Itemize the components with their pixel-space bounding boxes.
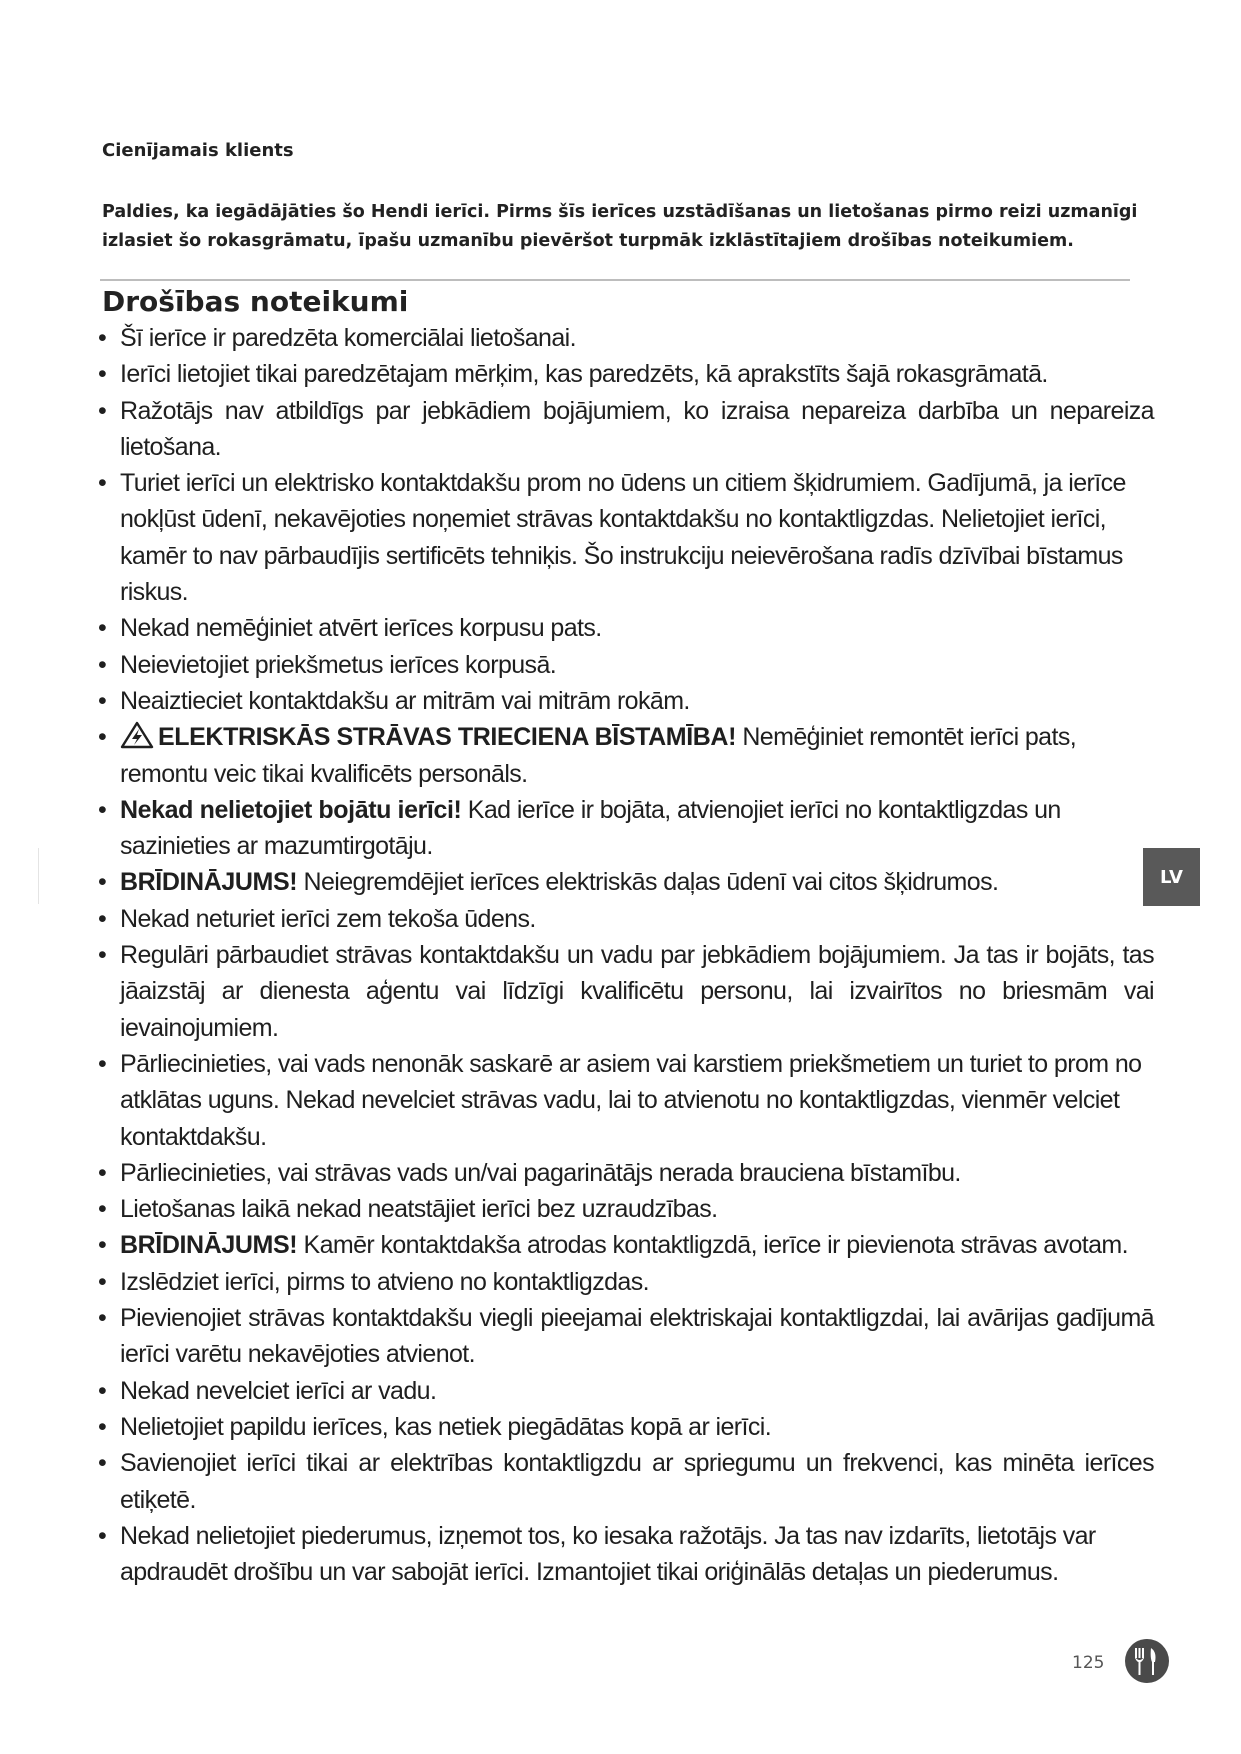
safety-rules-list xyxy=(98,320,1154,1590)
bullet: • xyxy=(98,904,107,933)
bullet: • xyxy=(98,868,107,897)
rule-text: Nekad nelietojiet piederumus, izņemot tos, ko iesaka ražotājs. Ja tas nav izdarīts, lietotājs var apdraudēt drošību un var sabojāt ierīci. Izmantojiet tikai oriģinālās detaļas un piederumus. xyxy=(120,1521,1096,1587)
divider xyxy=(100,279,1130,281)
list-item xyxy=(98,683,1154,719)
list-item xyxy=(98,1191,1154,1227)
bullet: • xyxy=(98,1049,107,1078)
bullet: • xyxy=(98,1412,107,1441)
greeting: Cienījamais klients xyxy=(102,140,294,161)
list-item xyxy=(98,719,1154,792)
rule-text: Savienojiet ierīci tikai ar elektrības kontaktligzdu ar spriegumu un frekvenci, kas minēta ierīces etiķetē. xyxy=(120,1449,1154,1514)
rule-text: Neaiztieciet kontaktdakšu ar mitrām vai mitrām rokām. xyxy=(120,686,690,715)
bullet: • xyxy=(98,1449,107,1478)
rule-text: Kamēr kontaktdakša atrodas kontaktligzdā, ierīce ir pievienota strāvas avotam. xyxy=(297,1231,1128,1260)
bullet: • xyxy=(98,686,107,715)
bullet: • xyxy=(98,650,107,679)
rule-text: Nemēģiniet remontēt ierīci pats, remontu veic tikai kvalificēts personāls. xyxy=(120,723,1077,788)
rule-text: Nekad nevelciet ierīci ar vadu. xyxy=(120,1376,437,1405)
list-item xyxy=(98,647,1154,683)
list-item xyxy=(98,320,1154,356)
intro-paragraph: Paldies, ka iegādājāties šo Hendi ierīci. Pirms šīs ierīces uzstādīšanas un lietošanas pirmo reizi uzmanīgi izlasiet šo rokasgrāmatu, īpašu uzmanību pievēršot turpmāk izklāstītajiem drošības noteikumiem. xyxy=(102,202,1138,251)
scan-artifact-line xyxy=(38,848,39,904)
bullet: • xyxy=(98,1158,107,1187)
bullet: • xyxy=(98,795,107,824)
warning-label: BRĪDINĀJUMS! xyxy=(120,1231,298,1260)
bullet: • xyxy=(98,469,107,498)
rule-text: Regulāri pārbaudiet strāvas kontaktdakšu un vadu par jebkādiem bojājumiem. Ja tas ir bojāts, tas jāaizstāj ar dienesta aģentu vai līdzīgi kvalificētu personu, lai izvairītos no briesmām vai ievainojumiem. xyxy=(120,941,1154,1042)
list-item xyxy=(98,1300,1154,1373)
bullet: • xyxy=(98,1521,107,1550)
bullet: • xyxy=(98,1231,107,1260)
warning-label: BRĪDINĀJUMS! xyxy=(120,868,298,897)
list-item xyxy=(98,610,1154,646)
rule-text: Turiet ierīci un elektrisko kontaktdakšu prom no ūdens un citiem šķidrumiem. Gadījumā, ja ierīce nokļūst ūdenī, nekavējoties noņemiet strāvas kontaktdakšu no kontaktligzdas. Nelietojiet ierīci, kamēr to nav pārbaudījis sertificēts tehniķis. Šo instrukciju neievērošana radīs dzīvībai bīstamus riskus. xyxy=(120,469,1126,607)
rule-text: Nelietojiet papildu ierīces, kas netiek piegādātas kopā ar ierīci. xyxy=(120,1412,772,1441)
rule-text: Nekad nemēģiniet atvērt ierīces korpusu pats. xyxy=(120,614,602,643)
list-item xyxy=(98,1409,1154,1445)
language-tab: LV xyxy=(1143,848,1200,906)
section-title: Drošības noteikumi xyxy=(102,285,409,318)
list-item xyxy=(98,393,1154,466)
bullet: • xyxy=(98,324,107,352)
list-item xyxy=(98,356,1154,392)
rule-text: Šī ierīce ir paredzēta komerciālai lietošanai. xyxy=(120,324,576,352)
bullet: • xyxy=(98,396,107,425)
hazard-label: ELEKTRISKĀS STRĀVAS TRIECIENA BĪSTAMĪBA! xyxy=(158,723,736,752)
bullet: • xyxy=(98,1376,107,1405)
list-item xyxy=(98,792,1154,865)
bullet: • xyxy=(98,723,107,752)
list-item xyxy=(98,901,1154,937)
list-item xyxy=(98,1264,1154,1300)
list-item xyxy=(98,465,1154,610)
list-item xyxy=(98,1227,1154,1263)
list-item xyxy=(98,1155,1154,1191)
bullet: • xyxy=(98,1195,107,1224)
list-item xyxy=(98,1445,1154,1518)
bullet: • xyxy=(98,941,107,970)
list-item xyxy=(98,937,1154,1046)
rule-text: Pārliecinieties, vai vads nenonāk saskarē ar asiem vai karstiem priekšmetiem un turiet to prom no atklātas uguns. Nekad nevelciet strāvas vadu, lai to atvienotu no kontaktligzdas, vienmēr velciet kontaktdakšu. xyxy=(120,1049,1142,1151)
list-item xyxy=(98,864,1154,900)
list-item xyxy=(98,1373,1154,1409)
page-number: 125 xyxy=(1072,1653,1105,1673)
cutlery-logo-icon xyxy=(1124,1638,1170,1684)
rule-text: Nekad neturiet ierīci zem tekoša ūdens. xyxy=(120,904,536,933)
rule-text: Pievienojiet strāvas kontaktdakšu viegli pieejamai elektriskajai kontaktligzdai, lai avārijas gadījumā ierīci varētu nekavējoties atvienot. xyxy=(120,1304,1154,1369)
rule-text: Lietošanas laikā nekad neatstājiet ierīci bez uzraudzības. xyxy=(120,1195,718,1224)
list-item xyxy=(98,1046,1154,1155)
electric-hazard-warning-icon xyxy=(120,721,154,749)
bullet: • xyxy=(98,1267,107,1296)
bullet: • xyxy=(98,614,107,643)
warning-label: Nekad nelietojiet bojātu ierīci! xyxy=(120,795,462,824)
list-item xyxy=(98,1518,1154,1591)
rule-text: Neievietojiet priekšmetus ierīces korpusā. xyxy=(120,650,557,679)
bullet: • xyxy=(98,1304,107,1333)
rule-text: Ierīci lietojiet tikai paredzētajam mērķim, kas paredzēts, kā aprakstīts šajā rokasgrāmatā. xyxy=(120,360,1048,389)
rule-text: Kad ierīce ir bojāta, atvienojiet ierīci no kontaktligzdas un sazinieties ar mazumtirgotāju. xyxy=(120,795,1061,861)
rule-text: Izslēdziet ierīci, pirms to atvieno no kontaktligzdas. xyxy=(120,1267,649,1296)
rule-text: Neiegremdējiet ierīces elektriskās daļas ūdenī vai citos šķidrumos. xyxy=(297,868,999,897)
rule-text: Ražotājs nav atbildīgs par jebkādiem bojājumiem, ko izraisa nepareiza darbība un nepareiza lietošana. xyxy=(120,396,1154,461)
bullet: • xyxy=(98,360,107,389)
rule-text: Pārliecinieties, vai strāvas vads un/vai pagarinātājs nerada brauciena bīstamību. xyxy=(120,1158,961,1187)
